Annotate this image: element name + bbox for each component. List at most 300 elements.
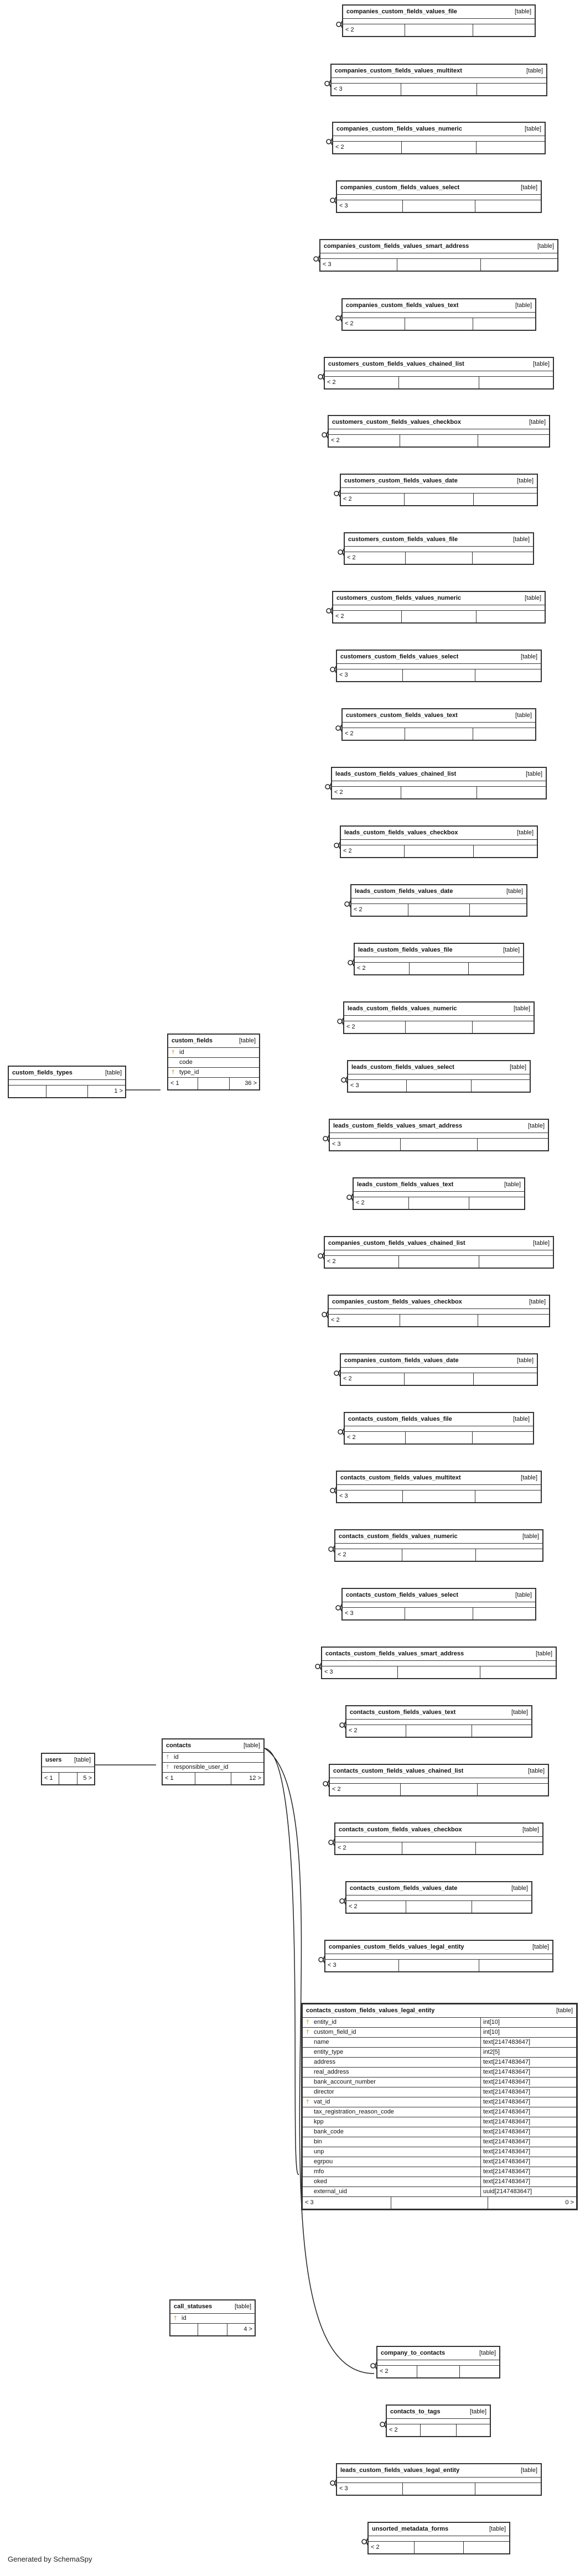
table-empty-row (355, 957, 523, 963)
table-type: [table] (513, 536, 530, 543)
footer-children (475, 1490, 541, 1502)
key-icon: † (172, 1049, 175, 1056)
table-companies-custom-fields-values-smart-address[interactable] (319, 239, 558, 272)
table-name: customers_custom_fields_values_checkbox (332, 419, 461, 425)
table-empty-row (332, 781, 546, 787)
table-customers-custom-fields-values-text[interactable] (341, 708, 536, 741)
table-footer (341, 494, 537, 505)
table-footer (330, 1784, 548, 1795)
table-leads-custom-fields-values-file[interactable] (354, 943, 524, 975)
table-contacts-custom-fields-values-date[interactable] (345, 1881, 532, 1914)
footer-parents: < 3 (303, 2197, 391, 2209)
table-header (369, 2523, 509, 2536)
table-type: [table] (239, 1037, 256, 1044)
table-type: [table] (515, 8, 531, 15)
table-footer (344, 1021, 534, 1033)
table-empty-row (325, 1954, 552, 1960)
table-header (341, 475, 537, 488)
table-type: [table] (517, 829, 534, 836)
relationship-endpoint (334, 1371, 339, 1375)
table-footer (348, 1080, 530, 1092)
table-name: custom_fields (172, 1038, 213, 1044)
table-companies-custom-fields-values-numeric[interactable] (332, 122, 546, 154)
table-empty-row (345, 1426, 533, 1432)
table-custom-fields-types[interactable] (8, 1066, 126, 1098)
table-empty-row (343, 1602, 535, 1608)
table-name: customers_custom_fields_values_numeric (336, 595, 461, 601)
table-name: contacts_custom_fields_values_chained_list (333, 1768, 464, 1774)
footer-children (477, 84, 546, 95)
table-footer (387, 2424, 490, 2436)
table-footer (170, 2324, 255, 2335)
table-footer (337, 2483, 541, 2495)
table-footer (329, 435, 549, 446)
footer-parents: < 2 (329, 1315, 400, 1326)
table-header (344, 1003, 534, 1016)
footer-mid (405, 494, 474, 505)
relationship-endpoint (371, 2364, 375, 2368)
footer-parents: < 2 (325, 377, 399, 388)
table-name: leads_custom_fields_values_numeric (348, 1006, 457, 1012)
column-name: custom_field_id (314, 2029, 356, 2035)
table-footer (325, 1960, 552, 1971)
table-empty-row (369, 2536, 509, 2542)
footer-mid (391, 2197, 488, 2209)
column-type: text[2147483647] (480, 2068, 573, 2077)
table-header (335, 1824, 542, 1837)
table-contacts-custom-fields-values-text[interactable] (345, 1705, 532, 1738)
table-header (346, 1706, 531, 1720)
footer-parents: < 1 (168, 1078, 198, 1089)
table-footer (343, 1608, 535, 1619)
table-leads-custom-fields-values-chained-list[interactable] (331, 767, 547, 799)
footer-mid (406, 1725, 472, 1737)
column-name: entity_id (314, 2019, 336, 2026)
footer-mid (46, 1086, 87, 1097)
table-customers-custom-fields-values-numeric[interactable] (332, 591, 546, 624)
table-empty-row (351, 899, 526, 904)
relationship-endpoint (341, 1078, 346, 1082)
table-empty-row (330, 1133, 548, 1139)
footer-children (481, 259, 557, 271)
table-header (337, 181, 541, 195)
table-type: [table] (537, 243, 554, 250)
table-footer (346, 1901, 531, 1913)
table-footer (343, 728, 535, 740)
table-footer (345, 1432, 533, 1443)
footer-parents: < 3 (332, 84, 401, 95)
footer-children (464, 2542, 509, 2553)
footer-parents (170, 2324, 198, 2335)
column-row (168, 1048, 259, 1058)
table-empty-row (345, 547, 533, 552)
table-header (337, 1472, 541, 1485)
table-type: [table] (532, 1944, 549, 1950)
relationship-endpoint (338, 550, 343, 554)
table-companies-custom-fields-values-multitext[interactable] (330, 64, 547, 96)
relationship-endpoint (336, 1606, 340, 1610)
table-footer (354, 1197, 524, 1209)
table-name: customers_custom_fields_values_select (340, 654, 459, 660)
table-header (320, 240, 557, 253)
table-empty-row (329, 1309, 549, 1315)
footer-parents: < 3 (337, 669, 403, 681)
table-contacts-custom-fields-values-select[interactable] (341, 1588, 536, 1621)
table-empty-row (346, 1720, 531, 1725)
table-companies-custom-fields-values-legal-entity[interactable] (324, 1940, 553, 1972)
column-name: vat_id (314, 2099, 330, 2105)
table-header (168, 1035, 259, 1048)
table-header (343, 6, 535, 19)
focus-table[interactable] (301, 2003, 578, 2210)
footer-mid (410, 963, 469, 974)
column-name: kpp (314, 2119, 324, 2125)
footer-mid (400, 1315, 478, 1326)
footer-parents: < 2 (341, 1373, 405, 1385)
table-name: companies_custom_fields_values_numeric (336, 126, 462, 132)
table-footer (337, 200, 541, 212)
key-icon: † (172, 1069, 175, 1076)
table-type: [table] (536, 1650, 552, 1657)
table-type: [table] (525, 126, 541, 132)
table-footer (9, 1086, 125, 1097)
footer-children (475, 2483, 541, 2495)
focus-table-columns (303, 2018, 576, 2197)
table-empty-row (341, 840, 537, 845)
table-empty-row (341, 1368, 537, 1373)
column-type: text[2147483647] (480, 2177, 573, 2187)
table-footer (341, 1373, 537, 1385)
table-users[interactable] (41, 1753, 95, 1785)
column-type: text[2147483647] (480, 2167, 573, 2177)
key-icon: † (166, 1764, 169, 1770)
footer-children (472, 1725, 531, 1737)
table-footer (333, 611, 545, 622)
table-header (322, 1648, 556, 1661)
table-company-to-contacts[interactable] (376, 2346, 500, 2378)
table-name: contacts_to_tags (390, 2409, 441, 2415)
table-name: customers_custom_fields_values_text (346, 713, 458, 719)
footer-mid (399, 1256, 480, 1268)
table-type: [table] (511, 1709, 528, 1716)
footer-parents: < 2 (377, 2366, 417, 2377)
column-name: type_id (179, 1069, 199, 1076)
table-type: [table] (244, 1742, 260, 1749)
table-name: unsorted_metadata_forms (372, 2526, 449, 2532)
table-type: [table] (517, 477, 534, 484)
footer-parents: < 3 (337, 1490, 403, 1502)
footer-children (479, 377, 553, 388)
footer-mid (402, 142, 477, 153)
table-empty-row (42, 1767, 94, 1773)
focus-column-row (303, 2167, 576, 2177)
table-customers-custom-fields-values-date[interactable] (340, 474, 538, 506)
column-name: id (179, 1050, 184, 1056)
footer-children (473, 1608, 535, 1619)
table-name: companies_custom_fields_values_text (346, 303, 459, 309)
relationship-endpoint (362, 2539, 366, 2544)
table-companies-custom-fields-values-text[interactable] (341, 298, 536, 331)
table-type: [table] (517, 1357, 534, 1364)
footer-children (474, 845, 537, 857)
table-companies-custom-fields-values-checkbox[interactable] (328, 1295, 550, 1327)
footer-children (473, 318, 535, 330)
table-customers-custom-fields-values-file[interactable] (344, 532, 534, 565)
focus-table-type: [table] (556, 2007, 573, 2014)
table-footer (346, 1725, 531, 1737)
footer-children (475, 669, 541, 681)
table-companies-custom-fields-values-date[interactable] (340, 1353, 538, 1386)
table-contacts[interactable] (162, 1738, 265, 1785)
table-footer (337, 1490, 541, 1502)
footer-children (457, 2424, 490, 2436)
column-name: code (179, 1060, 193, 1066)
table-type: [table] (479, 2350, 496, 2356)
table-type: [table] (521, 2467, 537, 2474)
table-header (341, 1354, 537, 1368)
footer-children (477, 611, 545, 622)
table-empty-row (333, 136, 545, 142)
table-leads-custom-fields-values-smart-address[interactable] (329, 1119, 549, 1151)
footer-mid (400, 435, 478, 446)
column-type: uuid[2147483647] (480, 2187, 573, 2196)
table-name: leads_custom_fields_values_legal_entity (340, 2468, 460, 2474)
table-leads-custom-fields-values-numeric[interactable] (343, 1001, 535, 1034)
relationship-endpoint (348, 960, 353, 965)
table-companies-custom-fields-values-file[interactable] (342, 4, 536, 37)
column-row (168, 1058, 259, 1068)
table-header (351, 885, 526, 899)
relationship-endpoint (330, 198, 335, 202)
table-empty-row (332, 78, 546, 84)
footer-mid (401, 1139, 478, 1150)
table-header (337, 651, 541, 664)
table-contacts-custom-fields-values-numeric[interactable] (334, 1529, 543, 1562)
table-empty-row (9, 1080, 125, 1086)
footer-parents: < 2 (333, 142, 402, 153)
footer-parents: < 2 (335, 1842, 402, 1854)
footer-parents: < 3 (343, 1608, 405, 1619)
table-header (329, 416, 549, 429)
table-header (330, 1120, 548, 1133)
footer-children (473, 24, 535, 36)
column-type: text[2147483647] (480, 2127, 573, 2137)
column-type: text[2147483647] (480, 2097, 573, 2107)
table-leads-custom-fields-values-select[interactable] (347, 1060, 531, 1093)
table-type: [table] (515, 302, 532, 309)
focus-column-row (303, 2058, 576, 2068)
table-header (335, 1530, 542, 1544)
footer-children (478, 1139, 548, 1150)
table-header (354, 1178, 524, 1192)
footer-children (476, 1842, 542, 1854)
footer-parents: < 2 (341, 845, 405, 857)
table-call-statuses[interactable] (169, 2299, 256, 2336)
table-name: leads_custom_fields_values_date (355, 889, 453, 895)
focus-table-name: contacts_custom_fields_values_legal_entity (306, 2008, 435, 2014)
column-type: text[2147483647] (480, 2078, 573, 2087)
table-header (163, 1739, 263, 1753)
table-header (332, 768, 546, 781)
table-leads-custom-fields-values-text[interactable] (353, 1177, 525, 1210)
table-type: [table] (529, 1299, 546, 1305)
table-leads-custom-fields-values-legal-entity[interactable] (336, 2463, 542, 2496)
relationship-endpoint (380, 2422, 385, 2427)
table-contacts-custom-fields-values-checkbox[interactable] (334, 1822, 543, 1855)
table-name: contacts_custom_fields_values_multitext (340, 1475, 461, 1481)
table-contacts-custom-fields-values-chained-list[interactable] (329, 1764, 549, 1796)
footer-children (477, 142, 545, 153)
footer-mid (405, 728, 473, 740)
table-type: [table] (489, 2526, 506, 2532)
footer-parents: < 2 (369, 2542, 415, 2553)
table-leads-custom-fields-values-checkbox[interactable] (340, 825, 538, 858)
table-companies-custom-fields-values-chained-list[interactable] (324, 1236, 554, 1269)
table-footer (168, 1078, 259, 1089)
table-contacts-to-tags[interactable] (386, 2404, 491, 2437)
footer-parents: < 2 (346, 1725, 406, 1737)
relationship-endpoint (322, 1312, 327, 1317)
footer-parents: < 1 (163, 1773, 195, 1784)
table-type: [table] (503, 947, 520, 953)
footer-parents: < 3 (337, 200, 403, 212)
table-customers-custom-fields-values-select[interactable] (336, 650, 542, 682)
table-companies-custom-fields-values-select[interactable] (336, 180, 542, 213)
table-custom-fields[interactable] (167, 1033, 260, 1090)
table-empty-row (343, 19, 535, 24)
table-unsorted-metadata-forms[interactable] (367, 2522, 510, 2554)
relationship-endpoint (319, 1957, 323, 1962)
key-icon: † (306, 2099, 309, 2105)
relationship-endpoint (334, 491, 339, 496)
table-footer (325, 1256, 553, 1268)
table-type: [table] (513, 1416, 530, 1422)
table-footer (335, 1549, 542, 1561)
table-name: leads_custom_fields_values_file (358, 947, 453, 953)
table-empty-row (325, 371, 553, 377)
column-name: external_uid (314, 2189, 347, 2195)
column-type: int[10] (480, 2028, 573, 2037)
footer-parents: < 3 (337, 2483, 403, 2495)
table-empty-row (322, 1661, 556, 1666)
table-footer (163, 1773, 263, 1784)
footer-mid (402, 1549, 475, 1561)
table-empty-row (335, 1544, 542, 1549)
table-empty-row (330, 1778, 548, 1784)
table-leads-custom-fields-values-date[interactable] (350, 884, 527, 917)
column-name: unp (314, 2149, 324, 2155)
footer-mid (409, 1197, 469, 1209)
footer-mid (405, 1373, 474, 1385)
footer-mid (406, 1432, 472, 1443)
table-name: leads_custom_fields_values_checkbox (344, 830, 458, 836)
generated-by-text: Generated by SchemaSpy (8, 2555, 92, 2563)
footer-parents: < 2 (343, 728, 405, 740)
footer-parents: < 1 (42, 1773, 59, 1784)
column-name: bank_account_number (314, 2079, 376, 2085)
table-empty-row (341, 488, 537, 494)
footer-mid (405, 1608, 473, 1619)
relationship-endpoint (315, 1664, 320, 1669)
table-type: [table] (522, 1533, 539, 1540)
footer-mid (403, 200, 475, 212)
column-type: int[10] (480, 2018, 573, 2027)
focus-column-row (303, 2187, 576, 2197)
footer-mid (406, 552, 472, 564)
footer-children (470, 904, 526, 916)
footer-children (478, 1315, 549, 1326)
table-contacts-custom-fields-values-file[interactable] (344, 1412, 534, 1445)
footer-children (469, 1197, 524, 1209)
table-name: leads_custom_fields_values_select (351, 1064, 454, 1071)
footer-mid (402, 611, 477, 622)
column-type: text[2147483647] (480, 2157, 573, 2167)
relationship-endpoint (325, 81, 329, 86)
table-type: [table] (514, 1005, 530, 1012)
column-type: text[2147483647] (480, 2137, 573, 2147)
table-name: companies_custom_fields_values_legal_entity (329, 1944, 464, 1950)
table-header (355, 944, 523, 957)
table-empty-row (337, 1485, 541, 1490)
footer-mid (401, 84, 477, 95)
footer-children (479, 1960, 552, 1971)
column-name: bank_code (314, 2129, 344, 2135)
relationship-endpoint (338, 1430, 343, 1434)
table-name: leads_custom_fields_values_text (357, 1182, 454, 1188)
table-type: [table] (470, 2408, 486, 2415)
table-customers-custom-fields-values-checkbox[interactable] (328, 415, 550, 448)
footer-children (474, 494, 537, 505)
relationship-endpoint (314, 257, 318, 261)
footer-children (473, 1021, 534, 1033)
footer-mid (408, 904, 470, 916)
table-type: [table] (515, 712, 532, 719)
relationship-endpoint (325, 785, 330, 789)
footer-children: 0 > (565, 2199, 574, 2206)
table-name: customers_custom_fields_values_file (348, 537, 458, 543)
table-footer (369, 2542, 509, 2553)
footer-parents: < 2 (345, 1432, 406, 1443)
footer-mid (406, 1021, 473, 1033)
table-empty-row (377, 2360, 499, 2366)
table-customers-custom-fields-values-chained-list[interactable] (324, 357, 554, 389)
footer-parents: < 2 (346, 1901, 406, 1913)
footer-children (478, 1784, 548, 1795)
column-name: responsible_user_id (174, 1764, 229, 1770)
table-header (341, 827, 537, 840)
relationship-endpoint (318, 1254, 323, 1258)
footer-mid (398, 1666, 481, 1678)
table-empty-row (348, 1074, 530, 1080)
footer-children (478, 435, 549, 446)
footer-mid (401, 1784, 478, 1795)
footer-parents: < 2 (343, 318, 405, 330)
table-empty-row (329, 429, 549, 435)
table-name: companies_custom_fields_values_multitext (335, 68, 462, 74)
footer-parents: < 2 (387, 2424, 421, 2436)
column-name: mfo (314, 2169, 324, 2175)
footer-mid (405, 845, 474, 857)
table-header (333, 123, 545, 136)
table-contacts-custom-fields-values-smart-address[interactable] (321, 1647, 557, 1679)
footer-mid (195, 1773, 231, 1784)
focus-column-row (303, 2097, 576, 2107)
table-contacts-custom-fields-values-multitext[interactable] (336, 1471, 542, 1503)
focus-column-row (303, 2028, 576, 2038)
footer-mid (407, 1080, 471, 1092)
column-type: text[2147483647] (480, 2087, 573, 2097)
key-icon: † (306, 2029, 309, 2035)
